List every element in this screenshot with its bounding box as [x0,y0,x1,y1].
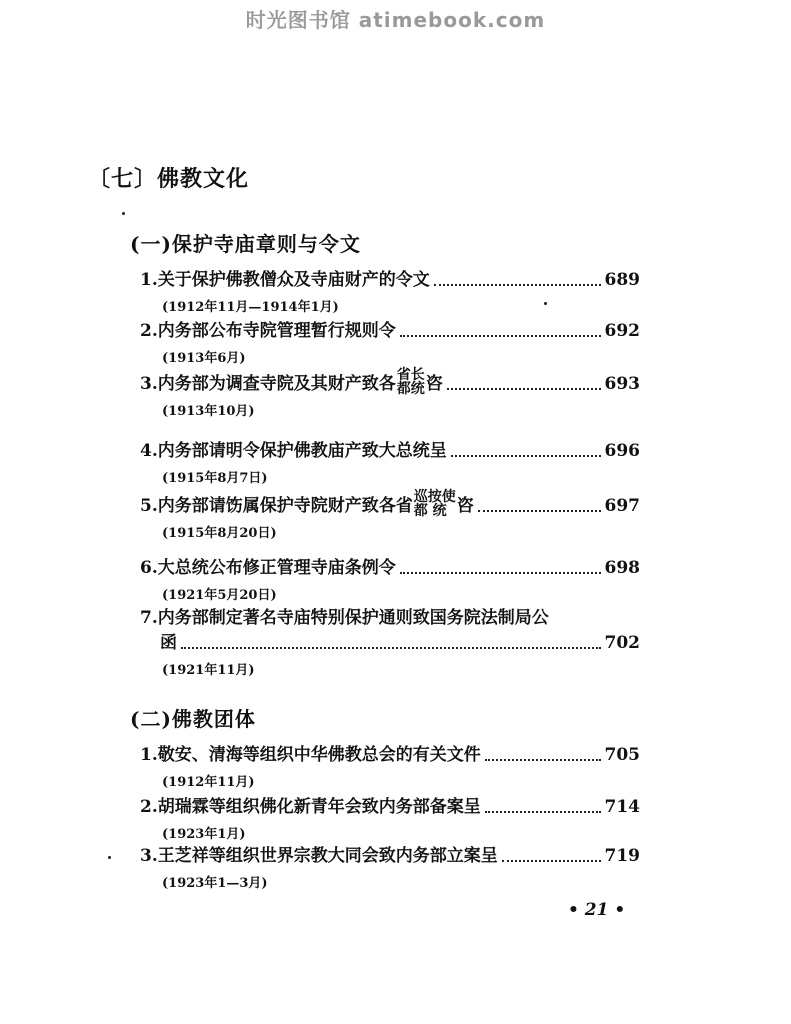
entry-title: 2.胡瑞霖等组织佛化新青年会致内务部备案呈 [140,797,481,817]
entry-page: 698 [604,558,640,578]
toc-entry[interactable] [140,436,640,486]
entry-date: (1913年10月) [162,404,255,419]
entry-date: (1921年11月) [162,663,255,678]
entry-title: 6.大总统公布修正管理寺庙条例令 [140,558,396,578]
toc-entry[interactable] [140,740,640,790]
entry-page: 697 [604,496,640,516]
toc-entry[interactable] [140,603,640,678]
entry-page: 705 [604,745,640,765]
entry-title: 7.内务部制定著名寺庙特别保护通则致国务院法制局公 [140,608,549,628]
toc-entry[interactable] [140,316,640,366]
recipient-stack: 省长 都统 [396,367,425,397]
group-title-1: (一)保护寺庙章则与令文 [130,232,361,256]
dot-leader [181,646,601,649]
entry-date: (1915年8月7日) [162,471,268,486]
entry-page: 702 [604,633,640,653]
entry-page: 692 [604,321,640,341]
entry-title: 1.敬安、清海等组织中华佛教总会的有关文件 [140,745,481,765]
entry-date: (1923年1月) [162,827,246,842]
dot-leader [478,509,601,512]
toc-entry[interactable] [140,553,640,603]
entry-title: 3.王芝祥等组织世界宗教大同会致内务部立案呈 [140,846,498,866]
entry-date: (1923年1—3月) [162,876,268,891]
entry-title-cont: 函 [160,633,177,653]
entry-title: 1.关于保护佛教僧众及寺庙财产的令文 [140,270,430,290]
entry-page: 689 [604,270,640,290]
dot-leader [400,571,601,574]
entry-page: 693 [604,374,640,394]
entry-title: 3.内务部为调查寺院及其财产致各 [140,374,396,394]
toc-entry[interactable] [140,265,640,315]
dot-leader [447,387,601,390]
entry-title-end: 咨 [425,374,443,394]
dot-leader [434,283,601,286]
page-number: • 21 • [568,900,626,920]
entry-page: 696 [604,441,640,461]
scan-speck [122,212,125,215]
toc-entry[interactable] [140,366,640,419]
entry-page: 719 [604,846,640,866]
entry-date: (1921年5月20日) [162,588,277,603]
entry-date: (1913年6月) [162,351,246,366]
dot-leader [502,859,601,862]
section-title: 〔七〕佛教文化 [88,166,250,192]
scan-speck [108,856,111,859]
dot-leader [485,810,601,813]
entry-date: (1912年11月—1914年1月) [162,300,339,315]
scan-speck [544,302,547,305]
toc-entry[interactable] [140,841,640,891]
dot-leader [400,334,601,337]
toc-entry[interactable] [140,792,640,842]
entry-title-end: 咨 [456,496,474,516]
entry-date: (1915年8月20日) [162,526,277,541]
dot-leader [485,758,601,761]
entry-date: (1912年11月) [162,775,255,790]
dot-leader [451,454,601,457]
entry-title: 5.内务部请饬属保护寺院财产致各省 [140,496,413,516]
watermark: 时光图书馆 atimebook.com [245,8,546,32]
group-title-2: (二)佛教团体 [130,707,256,731]
toc-entry[interactable] [140,488,640,541]
entry-page: 714 [604,797,640,817]
recipient-stack: 巡按使 都 统 [413,489,456,519]
entry-title: 2.内务部公布寺院管理暂行规则令 [140,321,396,341]
entry-title: 4.内务部请明令保护佛教庙产致大总统呈 [140,441,447,461]
